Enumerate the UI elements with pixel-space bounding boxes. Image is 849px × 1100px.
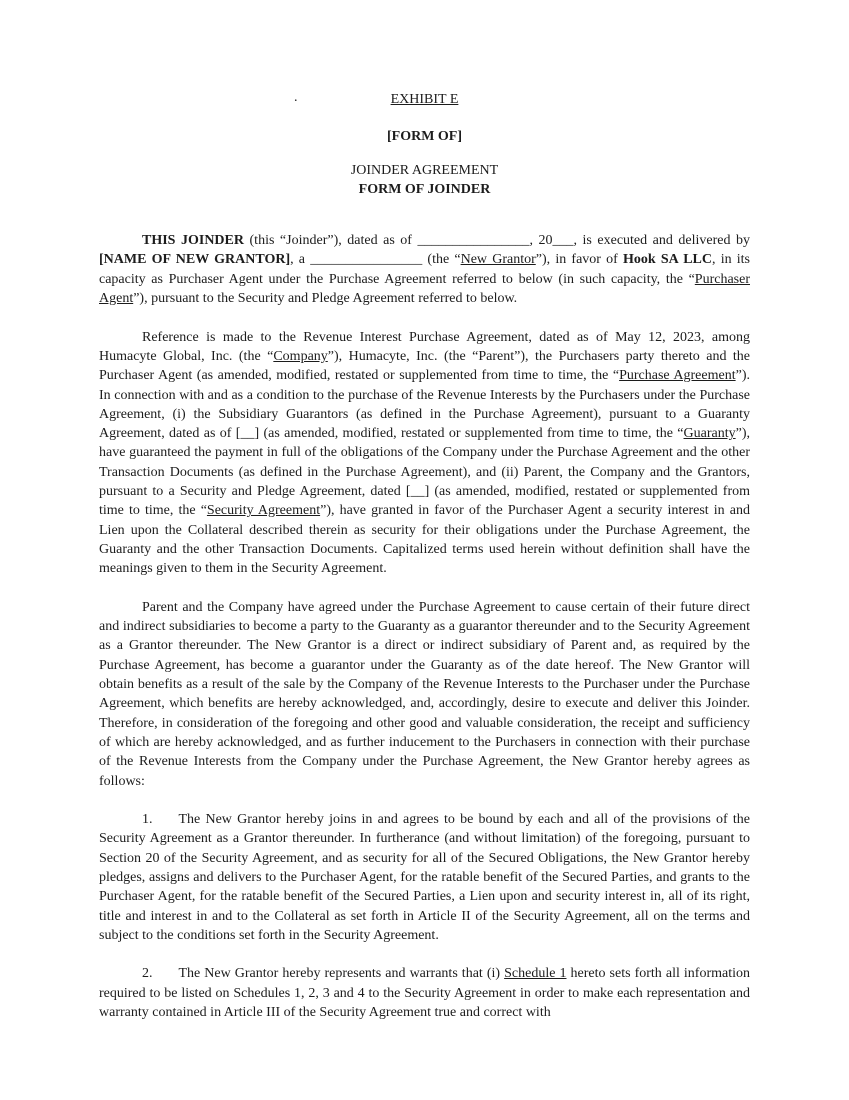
text-run: Purchaser Agent — [99, 271, 750, 307]
document-body — [0, 231, 849, 1022]
text-run: ________________ — [310, 252, 423, 268]
exhibit-label: EXHIBIT E — [390, 92, 459, 107]
text-run: New Grantor — [460, 252, 536, 268]
text-run: Security Agreement — [206, 503, 321, 519]
exhibit-label-line — [0, 90, 849, 109]
text-run: ”). In connection with and as a condition to the purchase of the Revenue Interests by the Purchasers under the Purchase Agreement, (i) the Subsidiary Guarantors (as defined in the Purchase Agreement), pursuant to a Guaranty Agreement, dated as of [__] (as amended, modified, restated or supplemented from time to time, the “ — [99, 368, 750, 442]
text-run: , in its capacity as Purchaser Agent under the Purchase Agreement referred to below (in such capacity, the “ — [99, 252, 751, 287]
text-run: The New Grantor hereby represents and warrants that (i) — [178, 966, 505, 982]
text-run: Hook SA LLC — [623, 252, 712, 268]
text-run: Company — [273, 348, 328, 364]
text-run: 1. — [142, 812, 153, 828]
document-title-line-2: FORM OF JOINDER — [358, 181, 491, 197]
text-run: hereto sets forth all information required to be listed on Schedules 1, 2, 3 and 4 to the Security Agreement in order to make each representation and warranty contained in Article III of the Security Agreement true and correct with — [99, 966, 750, 1021]
paragraph-section-2 — [99, 964, 750, 1022]
paragraph-reference-recital — [99, 328, 750, 579]
form-of-label: [FORM OF] — [386, 129, 463, 145]
form-of-line — [0, 127, 849, 146]
text-run: , a — [290, 252, 311, 268]
text-run: Purchase Agreement — [619, 368, 736, 384]
text-run: 2. — [142, 966, 153, 982]
title-line-2-wrap — [0, 180, 849, 199]
text-run: [NAME OF NEW GRANTOR] — [99, 252, 291, 268]
text-run: (this “Joinder”), dated as of — [244, 233, 418, 249]
text-run: The New Grantor hereby joins in and agrees to be bound by each and all of the provisions of the Security Agreement as a Grantor thereunder. In furtherance (and without limitation) of the foregoing, pursuant to Section 20 of the Security Agreement, and as security for all of the Secured Obligations, the New Grantor hereby pledges, assigns and delivers to the Purchaser Agent, for the ratable benefit of the Secured Parties, and grants to the Purchaser Agent, for the ratable benefit of the Secured Parties, a Lien upon and security interest in, all of its right, title and interest in and to the Collateral as set forth in Article II of the Security Agreement, all on the terms and subject to the conditions set forth in the Security Agreement. — [99, 812, 750, 943]
stray-dot-mark: . — [294, 90, 298, 105]
document-header — [0, 0, 849, 199]
text-run: ”), have granted in favor of the Purchaser Agent a security interest in and Lien upon the Collateral described therein as security for their obligations under the Purchase Agreement, the Guaranty and the other Transaction Documents. Capitalized terms used herein without definition shall have the meanings given to them in the Security Agreement. — [99, 503, 750, 577]
text-run: (the “ — [422, 252, 461, 268]
text-run: ”), Humacyte, Inc. (the “Parent”), the Purchasers party thereto and the Purchaser Agent (as amended, modified, restated or supplemented from time to time, the “ — [99, 348, 751, 384]
text-run: Guaranty — [683, 426, 736, 442]
text-run: ________________ — [417, 233, 530, 249]
paragraph-intro — [99, 231, 750, 308]
text-run: Parent and the Company have agreed under the Purchase Agreement to cause certain of their future direct and indirect subsidiaries to become a party to the Guaranty as a guarantor thereunder and to the Security Agreement as a Grantor thereunder. The New Grantor is a direct or indirect subsidiary of Parent and, as required by the Purchase Agreement, has become a guarantor under the Guaranty as of the date hereof. The New Grantor will obtain benefits as a result of the sale by the Company of the Revenue Interests to the Purchaser under the Purchase Agreement, which benefits are hereby acknowledged, and, accordingly, desire to execute and deliver this Joinder. Therefore, in consideration of the foregoing and other good and valuable consideration, the receipt and sufficiency of which are hereby acknowledged, and as further inducement to the Purchasers in connection with their purchase of the Revenue Interests from the Company under the Purchase Agreement, the New Grantor hereby agrees as follows: — [99, 599, 750, 789]
text-run: , 20___, is executed and delivered by — [529, 233, 751, 249]
text-run: Schedule 1 — [504, 966, 567, 982]
text-run: Reference is made to the Revenue Interest Purchase Agreement, dated as of May 12, 2023, among Humacyte Global, Inc. (the “ — [99, 329, 750, 364]
document-title-line-1: JOINDER AGREEMENT — [350, 162, 499, 178]
text-run: ”), pursuant to the Security and Pledge Agreement referred to below. — [133, 291, 518, 307]
paragraph-agreement-recital — [99, 598, 750, 791]
text-run: ”), have guaranteed the payment in full of the obligations of the Company under the Purchase Agreement and the other Transaction Documents (as defined in the Purchase Agreement), and (ii) Parent, the Company and the Grantors, pursuant to a Security and Pledge Agreement, dated [__] (as amended, modified, restated or supplemented from time to time, the “ — [99, 426, 750, 519]
paragraph-section-1 — [99, 810, 750, 945]
text-run: THIS JOINDER — [142, 233, 244, 249]
text-run: ”), in favor of — [535, 252, 624, 268]
title-line-1-wrap — [0, 161, 849, 180]
